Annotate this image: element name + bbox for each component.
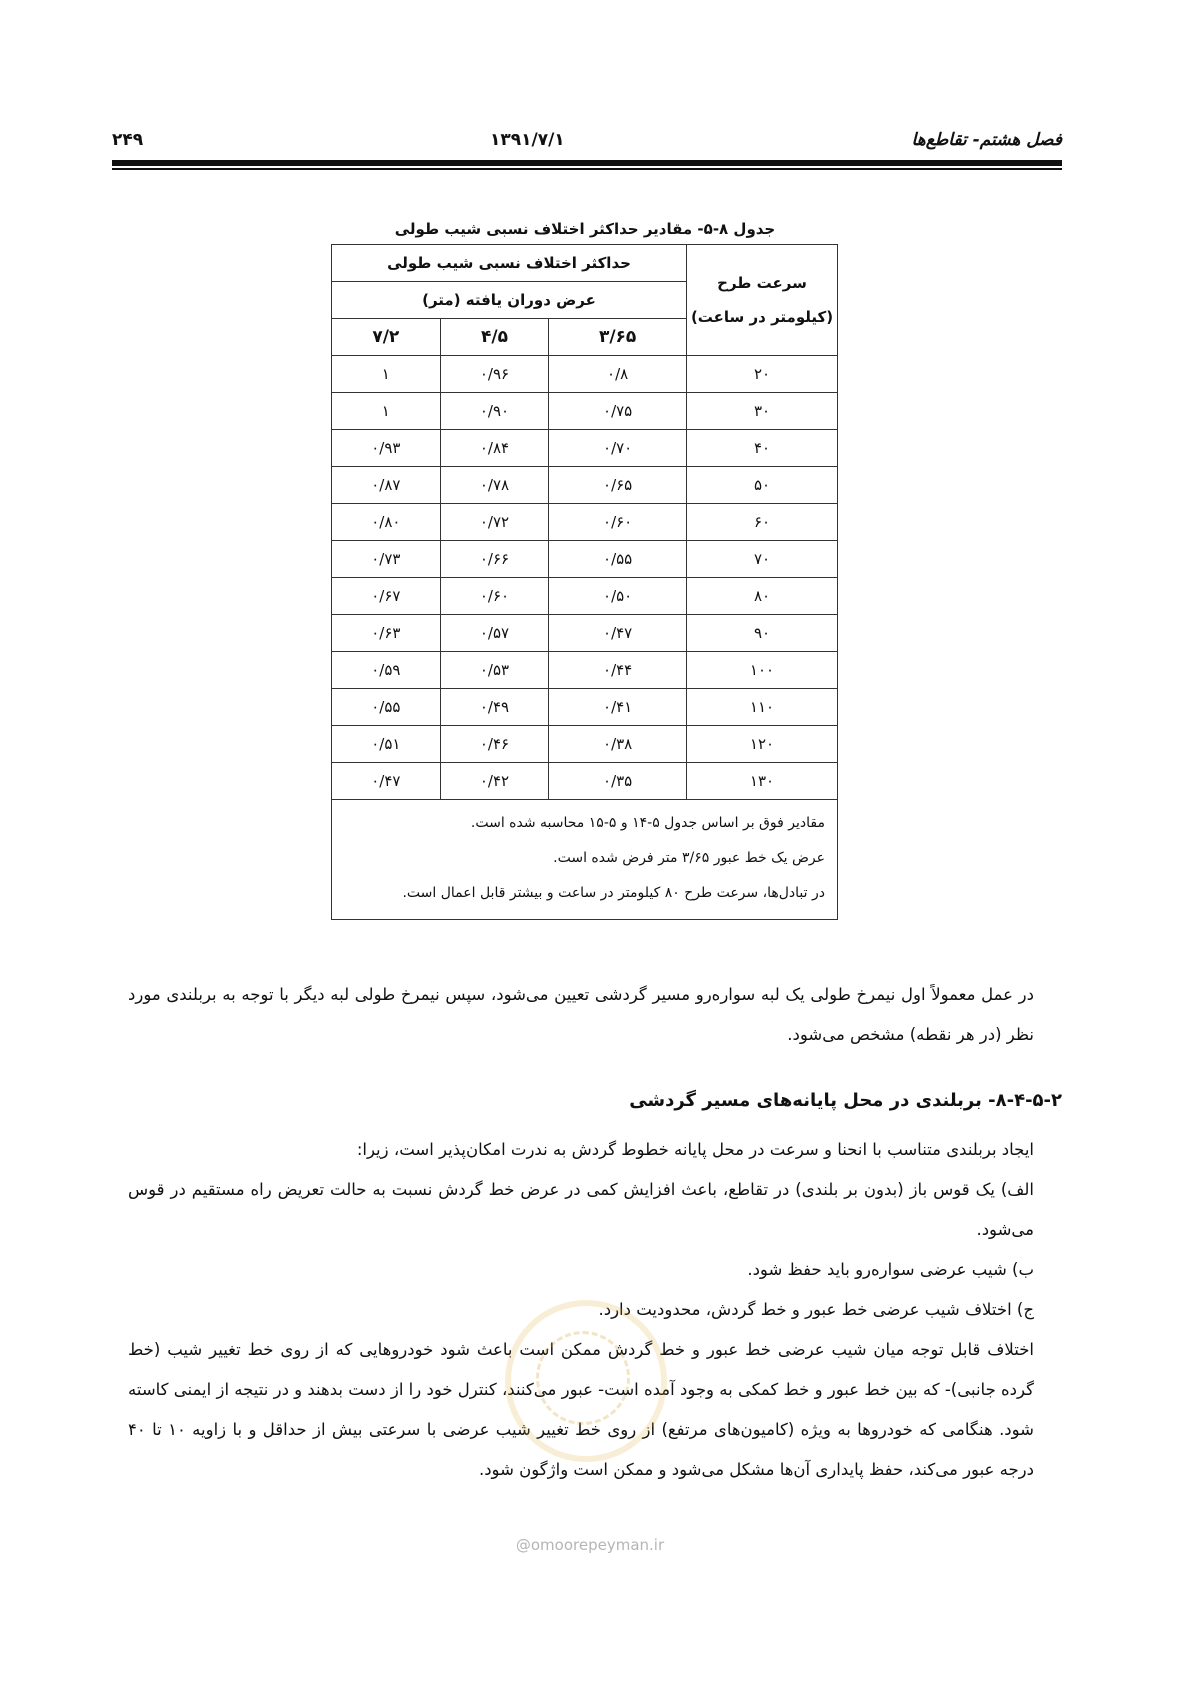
table-row	[332, 763, 838, 800]
table-row	[332, 615, 838, 652]
speed-cell: ۱۲۰	[687, 726, 838, 763]
table-row	[332, 689, 838, 726]
value-cell: ۰/۴۷	[332, 763, 441, 800]
value-cell: ۰/۸	[549, 356, 687, 393]
speed-header-line1: سرعت طرح	[717, 274, 807, 292]
table-row	[332, 467, 838, 504]
header-rule-thick	[112, 160, 1062, 166]
table-row	[332, 578, 838, 615]
table-row	[332, 430, 838, 467]
speed-cell: ۱۰۰	[687, 652, 838, 689]
value-cell: ۰/۶۵	[549, 467, 687, 504]
section-title: ۸-۴-۵-۲- بربلندی در محل پایانه‌های مسیر گردشی	[629, 1090, 1062, 1111]
value-cell: ۰/۶۰	[440, 578, 549, 615]
intro-paragraph: در عمل معمولاً اول نیمرخ طولی یک لبه سواره‌رو مسیر گردشی تعیین می‌شود، سپس نیمرخ طولی لبه دیگر با توجه به بربلندی مورد نظر (در هر نقطه) مشخص می‌شود.	[128, 985, 1034, 1044]
intro-paragraph-block	[128, 975, 1062, 1055]
chapter-title: فصل هشتم- تقاطع‌ها	[911, 130, 1062, 150]
page-header	[112, 124, 1062, 150]
value-cell: ۰/۶۰	[549, 504, 687, 541]
table-caption: جدول ۸-۵- مقادیر حداکثر اختلاف نسبی شیب طولی	[394, 220, 776, 238]
subgroup-header: عرض دوران یافته (متر)	[332, 282, 687, 319]
value-cell: ۰/۶۳	[332, 615, 441, 652]
value-cell: ۰/۴۹	[440, 689, 549, 726]
value-cell: ۰/۸۴	[440, 430, 549, 467]
speed-cell: ۶۰	[687, 504, 838, 541]
paragraph: ب) شیب عرضی سواره‌رو باید حفظ شود.	[747, 1260, 1034, 1279]
watermark-text: @omoorepeyman.ir	[515, 1536, 665, 1554]
table-body	[332, 356, 838, 800]
value-cell: ۰/۷۳	[332, 541, 441, 578]
page-number: ۲۴۹	[112, 130, 144, 150]
value-cell: ۰/۷۰	[549, 430, 687, 467]
speed-cell: ۲۰	[687, 356, 838, 393]
width-col-header: ۳/۶۵	[549, 319, 687, 356]
header-date: ۱۳۹۱/۷/۱	[490, 130, 565, 150]
value-cell: ۰/۵۳	[440, 652, 549, 689]
value-cell: ۰/۴۶	[440, 726, 549, 763]
paragraph: اختلاف قابل توجه میان شیب عرضی خط عبور و خط گردش ممکن است باعث شود خودروهایی که از روی خط تغییر شیب (خط گرده جانبی)- که بین خط عبور و خط کمکی به وجود آمده است- عبور می‌کنند، کنترل خود را از دست بدهند و در نتیجه از ایمنی کاسته شود. هنگامی که خودروها به ویژه (کامیون‌های مرتفع) از روی خط تغییر شیب عرضی با سرعتی بیش از حداقل و با زاویه ۱۰ تا ۴۰ درجه عبور می‌کند، حفظ پایداری آن‌ها مشکل می‌شود و ممکن است واژگون شود.	[128, 1340, 1035, 1479]
value-cell: ۰/۹۶	[440, 356, 549, 393]
value-cell: ۰/۷۲	[440, 504, 549, 541]
value-cell: ۰/۸۰	[332, 504, 441, 541]
value-cell: ۰/۶۷	[332, 578, 441, 615]
value-cell: ۰/۳۸	[549, 726, 687, 763]
value-cell: ۱	[332, 356, 441, 393]
value-cell: ۱	[332, 393, 441, 430]
value-cell: ۰/۷۵	[549, 393, 687, 430]
value-cell: ۰/۵۵	[332, 689, 441, 726]
value-cell: ۰/۳۵	[549, 763, 687, 800]
value-cell: ۰/۹۳	[332, 430, 441, 467]
value-cell: ۰/۵۱	[332, 726, 441, 763]
speed-cell: ۸۰	[687, 578, 838, 615]
table-row	[332, 393, 838, 430]
table-note: عرض یک خط عبور ۳/۶۵ متر فرض شده است.	[553, 850, 825, 866]
speed-cell: ۱۱۰	[687, 689, 838, 726]
value-cell: ۰/۵۵	[549, 541, 687, 578]
speed-header	[687, 245, 838, 356]
value-cell: ۰/۴۲	[440, 763, 549, 800]
value-cell: ۰/۸۷	[332, 467, 441, 504]
value-cell: ۰/۹۰	[440, 393, 549, 430]
value-cell: ۰/۵۹	[332, 652, 441, 689]
value-cell: ۰/۴۴	[549, 652, 687, 689]
speed-cell: ۳۰	[687, 393, 838, 430]
table-row	[332, 652, 838, 689]
value-cell: ۰/۴۷	[549, 615, 687, 652]
speed-cell: ۹۰	[687, 615, 838, 652]
table-note: مقادیر فوق بر اساس جدول ۵-۱۴ و ۵-۱۵ محاسبه شده است.	[470, 815, 825, 831]
group-header: حداکثر اختلاف نسبی شیب طولی	[332, 245, 687, 282]
table-row	[332, 541, 838, 578]
paragraph: ج) اختلاف شیب عرضی خط عبور و خط گردش، محدودیت دارد.	[598, 1300, 1034, 1319]
speed-cell: ۵۰	[687, 467, 838, 504]
table-row	[332, 356, 838, 393]
watermark-logo	[505, 1300, 667, 1462]
table-notes	[332, 800, 838, 920]
value-cell: ۰/۵۷	[440, 615, 549, 652]
value-cell: ۰/۵۰	[549, 578, 687, 615]
speed-cell: ۴۰	[687, 430, 838, 467]
value-cell: ۰/۴۱	[549, 689, 687, 726]
speed-cell: ۷۰	[687, 541, 838, 578]
width-col-header: ۷/۲	[332, 319, 441, 356]
width-col-header: ۴/۵	[440, 319, 549, 356]
speed-header-line2: (کیلومتر در ساعت)	[690, 308, 834, 326]
slope-difference-table	[331, 244, 838, 920]
table-note: در تبادل‌ها، سرعت طرح ۸۰ کیلومتر در ساعت و بیشتر قابل اعمال است.	[402, 885, 825, 901]
paragraph: ایجاد بربلندی متناسب با انحنا و سرعت در محل پایانه خطوط گردش به ندرت امکان‌پذیر است، زیرا:	[356, 1140, 1034, 1159]
speed-cell: ۱۳۰	[687, 763, 838, 800]
table-row	[332, 504, 838, 541]
paragraph: الف) یک قوس باز (بدون بر بلندی) در تقاطع، باعث افزایش کمی در عرض خط گردش نسبت به حالت تعریض راه مستقیم در قوس می‌شود.	[128, 1180, 1034, 1239]
header-rule-thin	[112, 168, 1062, 170]
table-row	[332, 726, 838, 763]
value-cell: ۰/۶۶	[440, 541, 549, 578]
value-cell: ۰/۷۸	[440, 467, 549, 504]
